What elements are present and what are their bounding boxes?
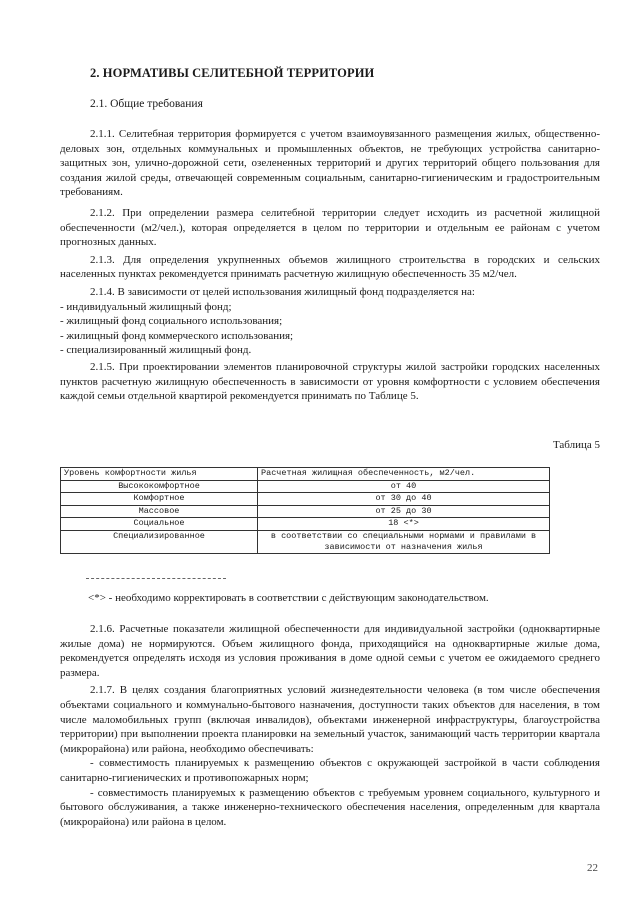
section-title: 2. НОРМАТИВЫ СЕЛИТЕБНОЙ ТЕРРИТОРИИ: [90, 66, 375, 80]
fund-type-item: - индивидуальный жилищный фонд;: [60, 300, 232, 313]
table-caption: Таблица 5: [552, 439, 600, 451]
subsection-title: 2.1. Общие требования: [90, 98, 203, 110]
table-row: [61, 480, 550, 493]
table-cell-level: Социальное: [61, 518, 258, 531]
fund-type-item: - жилищный фонд коммерческого использования;: [60, 329, 294, 342]
paragraph-2-1-1: 2.1.1. Селитебная территория формируется с учетом взаимоувязанного размещения жилых, общественно-деловых зон, отдельных коммунальных и промышленных объектов, не требующих устройства санитарно-защитных зон, улично-дорожной сети, озелененных территорий и других территорий общего пользования для создания жилой среды, отвечающей современным социальным, санитарно-гигиеническим и градостроительным требованиям.: [60, 128, 600, 199]
paragraph-2-1-6: 2.1.6. Расчетные показатели жилищной обеспеченности для индивидуальной застройки (одноквартирные жилые дома) не нормируются. Объем жилищного фонда, приходящийся на одноквартирные жилые дома, рекомендуется определять исходя из условия проживания в доме одной семьи с учетом ее ожидаемого среднего размера.: [60, 623, 600, 679]
paragraphs-bottom: [60, 622, 600, 829]
table-cell-value: от 40: [258, 480, 550, 493]
comfort-norms-table: [60, 467, 550, 554]
table-cell-value: от 30 до 40: [258, 493, 550, 506]
table-cell-level: Высококомфортное: [61, 480, 258, 493]
table-cell-level: Массовое: [61, 505, 258, 518]
paragraph-2-1-4: 2.1.4. В зависимости от целей использования жилищный фонд подразделяется на:: [90, 285, 475, 298]
paragraphs-top: [60, 127, 600, 404]
footnote: <*> - необходимо корректировать в соответствии с действующим законодательством.: [88, 592, 489, 604]
page-number: 22: [587, 862, 598, 874]
table-header-row: [61, 468, 550, 481]
table-header-cell: Уровень комфортности жилья: [61, 468, 258, 481]
fund-type-item: - специализированный жилищный фонд.: [60, 344, 252, 357]
table-row: [61, 518, 550, 531]
table-cell-value: 18 <*>: [258, 518, 550, 531]
paragraph-2-1-2: 2.1.2. При определении размера селитебной территории следует исходить из расчетной жилищной обеспеченности (м2/чел.), которая определяется в целом по территории и отдельным ее районам с учетом прогнозных данных.: [60, 206, 600, 249]
table-row: [61, 505, 550, 518]
paragraph-2-1-3: 2.1.3. Для определения укрупненных объемов жилищного строительства в городских и сельских населенных пунктах рекомендуется принимать расчетную жилищную обеспеченность 35 м2/чел.: [60, 253, 600, 281]
paragraph-2-1-5: 2.1.5. При проектировании элементов планировочной структуры жилой застройки городских населенных пунктов расчетную жилищную обеспеченность в зависимости от уровня комфортности с условием обеспечения каждой семьи отдельной квартирой рекомендуется принимать по Таблице 5.: [60, 360, 600, 403]
table-row: [61, 493, 550, 506]
requirement-item: - совместимость планируемых к размещению объектов с требуемым уровнем социального, культурного и бытового обслуживания, а также инженерно-технического обеспечения населения, определенным для квартала (микрорайона) или района в целом.: [60, 786, 600, 828]
table-cell-value: в соответствии со специальными нормами и правилами в зависимости от назначения жилья: [258, 530, 550, 553]
table-row: [61, 530, 550, 553]
fund-type-item: - жилищный фонд социального использования;: [60, 315, 283, 328]
table-header-cell: Расчетная жилищная обеспеченность, м2/чел.: [258, 468, 550, 481]
footnote-separator: [86, 578, 226, 579]
table-cell-level: Комфортное: [61, 493, 258, 506]
table-cell-value: от 25 до 30: [258, 505, 550, 518]
table-cell-level: Специализированное: [61, 530, 258, 553]
requirement-item: - совместимость планируемых к размещению объектов с окружающей застройкой в части соблюдения санитарно-гигиенических и противопожарных норм;: [60, 757, 600, 784]
paragraph-2-1-7: 2.1.7. В целях создания благоприятных условий жизнедеятельности человека (в том числе обеспечения объектами социального и коммунально-бытового назначения, доступности таких объектов для населения, в том числе маломобильных групп (включая инвалидов), объектами инженерной инфраструктуры, благоустройства территории) при выполнении проекта планировки на земельный участок, занимающий часть территории квартала (микрорайона) или района, необходимо обеспечивать:: [60, 684, 600, 755]
